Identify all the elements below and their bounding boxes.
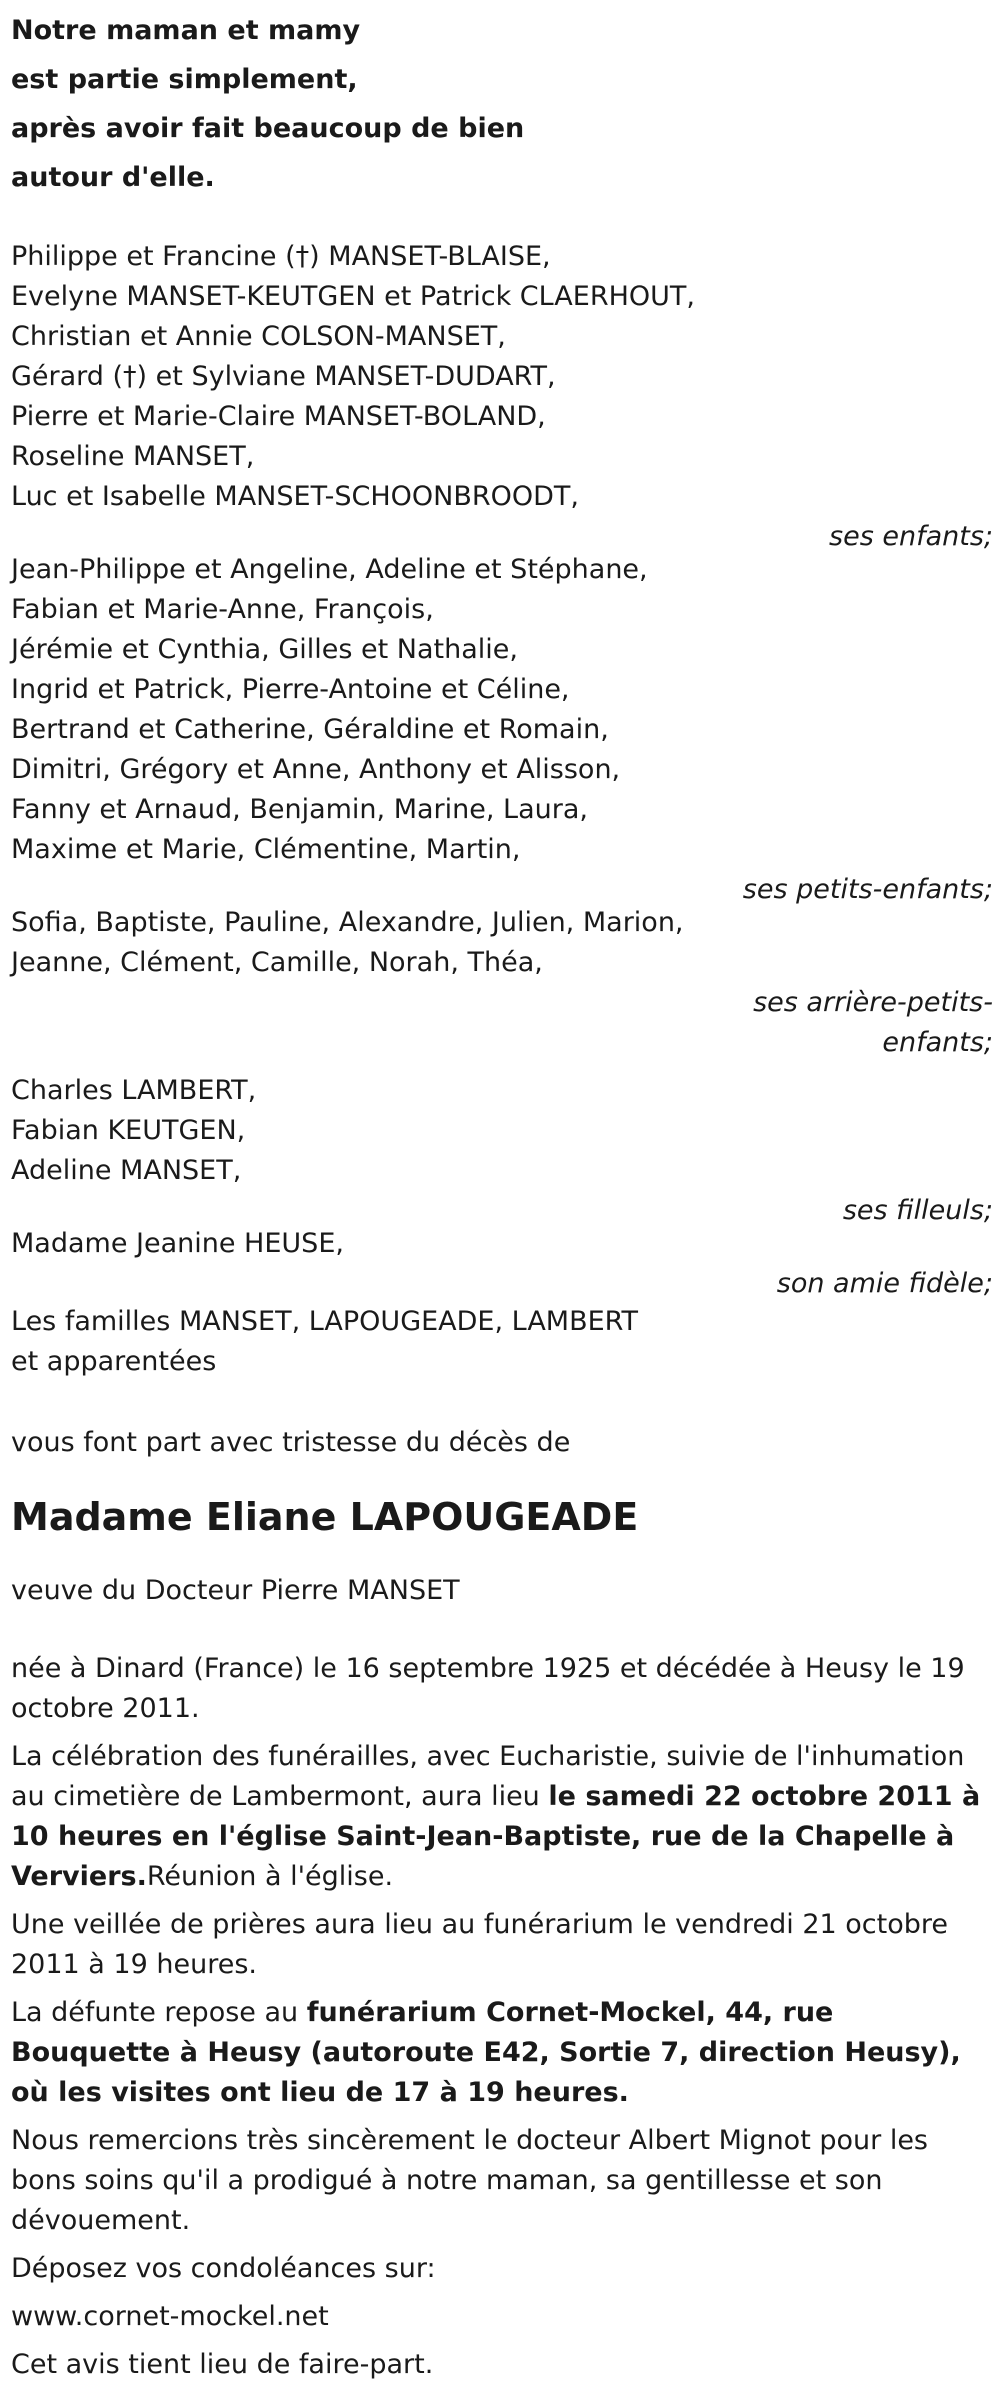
children-role: ses enfants; <box>829 521 993 552</box>
grandchild-name: Jérémie et Cynthia, Gilles et Nathalie, <box>11 634 518 665</box>
repose-details: funérarium Cornet-Mockel, 44, rue Bouquette à Heusy (autoroute E42, Sortie 7, direction Heusy), où les visites ont lieu de 17 à 19 heures. <box>11 1997 961 2108</box>
grandchild-name: Fabian et Marie-Anne, François, <box>11 594 434 625</box>
birth-death-text: née à Dinard (France) le 16 septembre 1925 et décédée à Heusy le 19 octobre 2011. <box>11 1653 965 1724</box>
godchild-name: Adeline MANSET, <box>11 1155 242 1186</box>
funeral-details: le samedi 22 octobre 2011 à 10 heures en l'église Saint-Jean-Baptiste, rue de la Chapelle à Verviers. <box>11 1781 981 1892</box>
widow-of-text: veuve du Docteur Pierre MANSET <box>11 1575 460 1606</box>
child-name: Philippe et Francine (†) MANSET-BLAISE, <box>11 241 551 272</box>
families-line: Les familles MANSET, LAPOUGEADE, LAMBERT <box>11 1306 638 1337</box>
grandchild-name: Jean-Philippe et Angeline, Adeline et Stéphane, <box>11 554 648 585</box>
great-grandchildren-role <box>11 983 993 1063</box>
grandchild-name: Dimitri, Grégory et Anne, Anthony et Alisson, <box>11 754 621 785</box>
great-grandchildren-list <box>11 903 997 1063</box>
great-grandchildren-role-line: ses arrière-petits- <box>753 987 993 1018</box>
vigil-text: Une veillée de prières aura lieu au funérarium le vendredi 21 octobre 2011 à 19 heures. <box>11 1909 948 1980</box>
friend-entry <box>11 1224 997 1304</box>
child-name: Christian et Annie COLSON-MANSET, <box>11 321 506 352</box>
repose-text <box>11 1993 991 2113</box>
funeral-text-intro: La célébration des funérailles, avec Eucharistie, suivie de l'inhumation au cimetière de Lambermont, aura lieu <box>11 1741 965 1812</box>
child-name: Gérard (†) et Sylviane MANSET-DUDART, <box>11 361 556 392</box>
great-grandchild-name: Jeanne, Clément, Camille, Norah, Théa, <box>11 947 543 978</box>
thanks-text: Nous remercions très sincèrement le docteur Albert Mignot pour les bons soins qu'il a prodigué à notre maman, sa gentillesse et son dévouement. <box>11 2125 928 2236</box>
intro-line: Notre maman et mamy <box>11 15 361 46</box>
website-link[interactable]: www.cornet-mockel.net <box>11 2301 329 2332</box>
intro-line: après avoir fait beaucoup de bien <box>11 113 525 144</box>
grandchild-name: Fanny et Arnaud, Benjamin, Marine, Laura, <box>11 794 588 825</box>
child-name: Pierre et Marie-Claire MANSET-BOLAND, <box>11 401 546 432</box>
deceased-name: Madame Eliane LAPOUGEADE <box>11 1495 639 1539</box>
child-name: Evelyne MANSET-KEUTGEN et Patrick CLAERHOUT, <box>11 281 695 312</box>
great-grandchildren-role-line: enfants; <box>882 1027 993 1058</box>
grandchildren-role: ses petits-enfants; <box>742 874 993 905</box>
grandchildren-list <box>11 550 997 910</box>
repose-text-intro: La défunte repose au <box>11 1997 307 2028</box>
obituary-notice <box>11 6 997 2385</box>
grandchild-name: Ingrid et Patrick, Pierre-Antoine et Céline, <box>11 674 570 705</box>
families-entry <box>11 1302 997 1382</box>
child-name: Luc et Isabelle MANSET-SCHOONBROODT, <box>11 481 579 512</box>
grandchild-name: Maxime et Marie, Clémentine, Martin, <box>11 834 521 865</box>
friend-name: Madame Jeanine HEUSE, <box>11 1228 344 1259</box>
grandchild-name: Bertrand et Catherine, Géraldine et Romain, <box>11 714 609 745</box>
godchildren-list <box>11 1071 997 1231</box>
great-grandchild-name: Sofia, Baptiste, Pauline, Alexandre, Julien, Marion, <box>11 907 684 938</box>
funeral-text-reunion: Réunion à l'église. <box>146 1861 394 1892</box>
closing-text: Cet avis tient lieu de faire-part. <box>11 2349 434 2380</box>
friend-role: son amie fidèle; <box>776 1268 993 1299</box>
godchildren-role: ses filleuls; <box>842 1195 993 1226</box>
announcement-text: vous font part avec tristesse du décès de <box>11 1427 571 1458</box>
intro-verse <box>11 6 997 202</box>
intro-line: autour d'elle. <box>11 162 215 193</box>
godchild-name: Fabian KEUTGEN, <box>11 1115 246 1146</box>
condolences-label: Déposez vos condoléances sur: <box>11 2253 436 2284</box>
families-line: et apparentées <box>11 1346 217 1377</box>
child-name: Roseline MANSET, <box>11 441 255 472</box>
intro-line: est partie simplement, <box>11 64 358 95</box>
funeral-text <box>11 1737 991 1897</box>
godchild-name: Charles LAMBERT, <box>11 1075 257 1106</box>
children-list <box>11 237 997 557</box>
